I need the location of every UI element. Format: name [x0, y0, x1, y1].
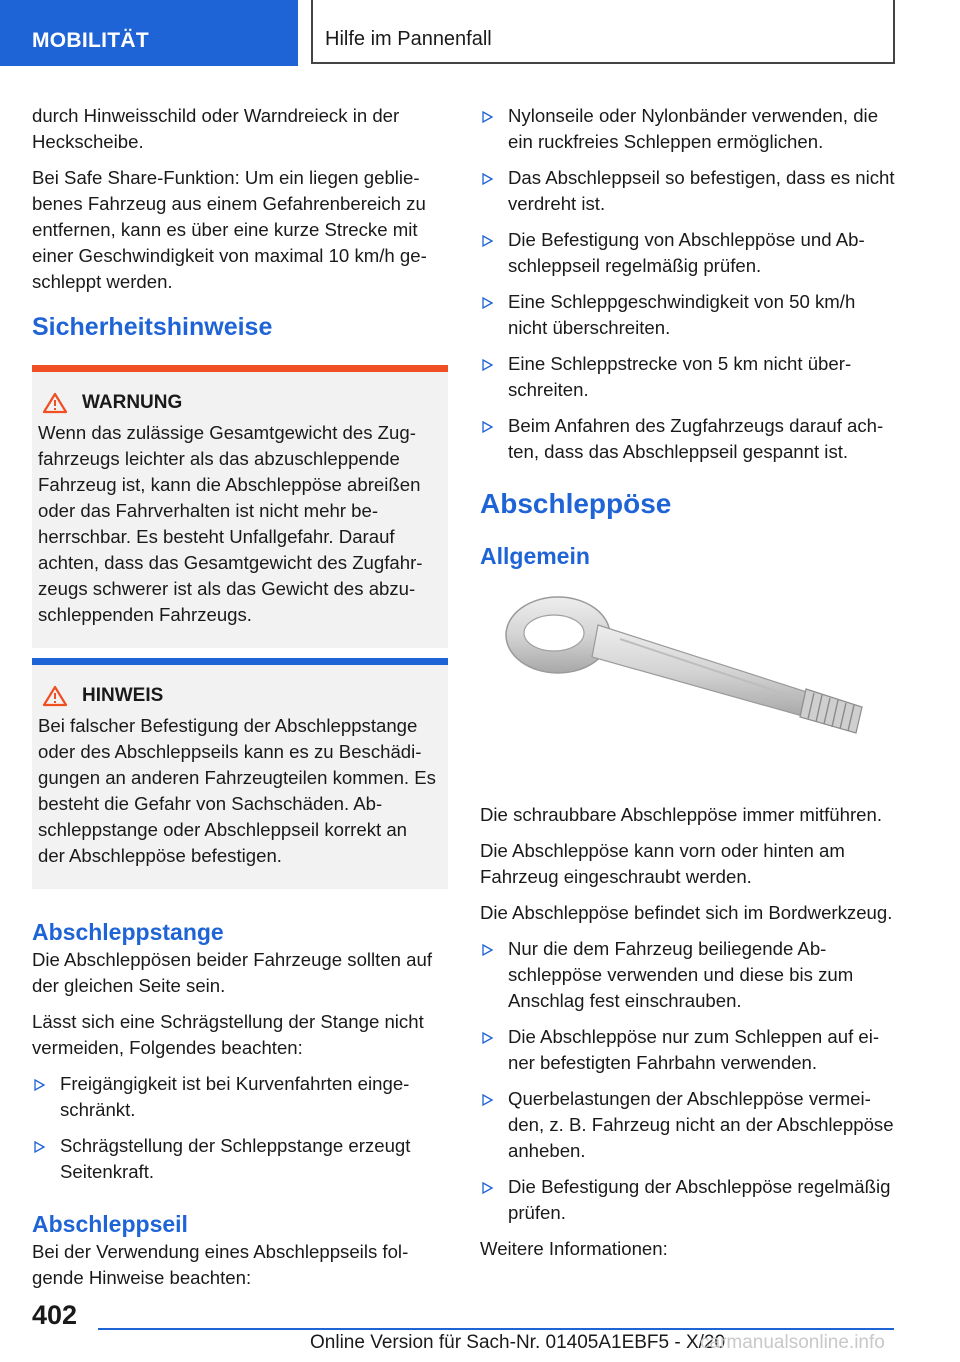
list-item — [480, 1086, 896, 1164]
warning-box — [32, 365, 448, 648]
watermark-text: carmanualsonline.info — [700, 1332, 885, 1353]
triangle-bullet-icon — [34, 1071, 46, 1091]
heading-safety: Sicherheitshinweise — [32, 313, 273, 341]
list-item — [480, 351, 896, 403]
paragraph: Bei Safe Share-Funktion: Um ein liegen gebliebenes Fahrzeug aus einem Gefahrenbereich zu entfernen, kann es über eine kurze Strecke mit einer Geschwindigkeit von maximal 10 km/h geschleppt werden. — [32, 167, 427, 292]
paragraph: Die Abschleppöse befindet sich im Bordwerkzeug. — [480, 902, 893, 923]
heading-allgemein: Allgemein — [480, 543, 590, 569]
triangle-bullet-icon — [482, 103, 494, 123]
list-oese — [480, 936, 896, 1226]
paragraph: Weitere Informationen: — [480, 1238, 668, 1259]
heading-abschleppoese: Abschleppöse — [480, 488, 672, 519]
note-box — [32, 658, 448, 889]
paragraph: Lässt sich eine Schrägstellung der Stange nicht vermeiden, Folgendes beachten: — [32, 1011, 424, 1058]
heading-abschleppseil: Abschleppseil — [32, 1211, 188, 1237]
note-label: HINWEIS — [82, 685, 164, 706]
triangle-bullet-icon — [482, 936, 494, 956]
list-item — [32, 1071, 448, 1123]
warning-triangle-icon — [42, 392, 68, 414]
triangle-bullet-icon — [482, 413, 494, 433]
list-item-text: Schrägstellung der Schleppstange erzeugt Seitenkraft. — [60, 1135, 411, 1182]
list-item — [480, 413, 896, 465]
list-item-text: Beim Anfahren des Zugfahrzeugs darauf achten, dass das Abschleppseil gespannt ist. — [508, 415, 884, 462]
triangle-bullet-icon — [482, 227, 494, 247]
triangle-bullet-icon — [482, 1024, 494, 1044]
tow-hook-illustration — [480, 581, 896, 781]
chapter-title: Hilfe im Pannenfall — [311, 0, 895, 64]
warning-triangle-icon — [42, 685, 68, 707]
list-item — [480, 289, 896, 341]
list-item-text: Freigängigkeit ist bei Kurvenfahrten eingeschränkt. — [60, 1073, 410, 1120]
paragraph: durch Hinweisschild oder Warndreieck in der Heckscheibe. — [32, 105, 400, 152]
list-item-text: Die Befestigung von Abschleppöse und Abschleppseil regelmäßig prüfen. — [508, 229, 865, 276]
list-item-text: Querbelastungen der Abschleppöse vermeiden, z. B. Fahrzeug nicht an der Abschleppöse anheben. — [508, 1088, 894, 1161]
list-stange — [32, 1071, 448, 1185]
warning-title — [38, 390, 438, 416]
list-item — [480, 103, 896, 155]
right-column — [480, 103, 896, 1272]
list-item-text: Nur die dem Fahrzeug beiliegende Abschleppöse verwenden und diese bis zum Anschlag fest einschrauben. — [508, 938, 854, 1011]
paragraph: Die Abschleppöse kann vorn oder hinten am Fahrzeug eingeschraubt werden. — [480, 840, 845, 887]
warning-text: Wenn das zulässige Gesamtgewicht des Zugfahrzeugs leichter als das abzuschleppende Fahrzeug ist, kann die Abschleppöse abreißen oder das Fahrverhalten ist nicht mehr beherrschbar. Es besteht Unfallgefahr. Darauf achten, dass das Gesamtgewicht des Zugfahrzeugs schwerer ist als das Gewicht des abzuschleppenden Fahrzeugs. — [38, 422, 423, 625]
section-tab: MOBILITÄT — [0, 0, 298, 66]
list-item-text: Nylonseile oder Nylonbänder verwenden, die ein ruckfreies Schleppen ermöglichen. — [508, 105, 879, 152]
triangle-bullet-icon — [482, 1086, 494, 1106]
list-item — [32, 1133, 448, 1185]
paragraph: Die Abschleppösen beider Fahrzeuge sollten auf der gleichen Seite sein. — [32, 949, 433, 996]
triangle-bullet-icon — [34, 1133, 46, 1153]
paragraph: Bei der Verwendung eines Abschleppseils folgende Hinweise beachten: — [32, 1241, 409, 1288]
list-seil — [480, 103, 896, 465]
footer-online-version: Online Version für Sach-Nr. 01405A1EBF5 - X/20 — [310, 1332, 726, 1353]
list-item-text: Eine Schleppgeschwindigkeit von 50 km/h nicht überschreiten. — [508, 291, 856, 338]
list-item — [480, 1174, 896, 1226]
page-header — [0, 0, 960, 66]
triangle-bullet-icon — [482, 1174, 494, 1194]
list-item — [480, 936, 896, 1014]
footer-divider — [98, 1328, 894, 1330]
triangle-bullet-icon — [482, 165, 494, 185]
list-item-text: Das Abschleppseil so befestigen, dass es nicht verdreht ist. — [508, 167, 895, 214]
page-number: 402 — [32, 1300, 78, 1330]
list-item — [480, 227, 896, 279]
list-item-text: Die Abschleppöse nur zum Schleppen auf einer befestigten Fahrbahn verwenden. — [508, 1026, 880, 1073]
heading-abschleppstange: Abschleppstange — [32, 919, 224, 945]
triangle-bullet-icon — [482, 351, 494, 371]
list-item — [480, 1024, 896, 1076]
list-item — [480, 165, 896, 217]
list-item-text: Eine Schleppstrecke von 5 km nicht überschreiten. — [508, 353, 852, 400]
left-column — [32, 103, 448, 1301]
triangle-bullet-icon — [482, 289, 494, 309]
note-text: Bei falscher Befestigung der Abschleppstange oder des Abschleppseils kann es zu Beschädigungen an anderen Fahrzeugteilen kommen. Es besteht die Gefahr von Sachschäden. Abschleppstange oder Abschleppseil korrekt an der Abschleppöse befestigen. — [38, 715, 436, 866]
paragraph: Die schraubbare Abschleppöse immer mitführen. — [480, 804, 883, 825]
note-title — [38, 683, 438, 709]
warning-label: WARNUNG — [82, 392, 183, 413]
list-item-text: Die Befestigung der Abschleppöse regelmäßig prüfen. — [508, 1176, 891, 1223]
